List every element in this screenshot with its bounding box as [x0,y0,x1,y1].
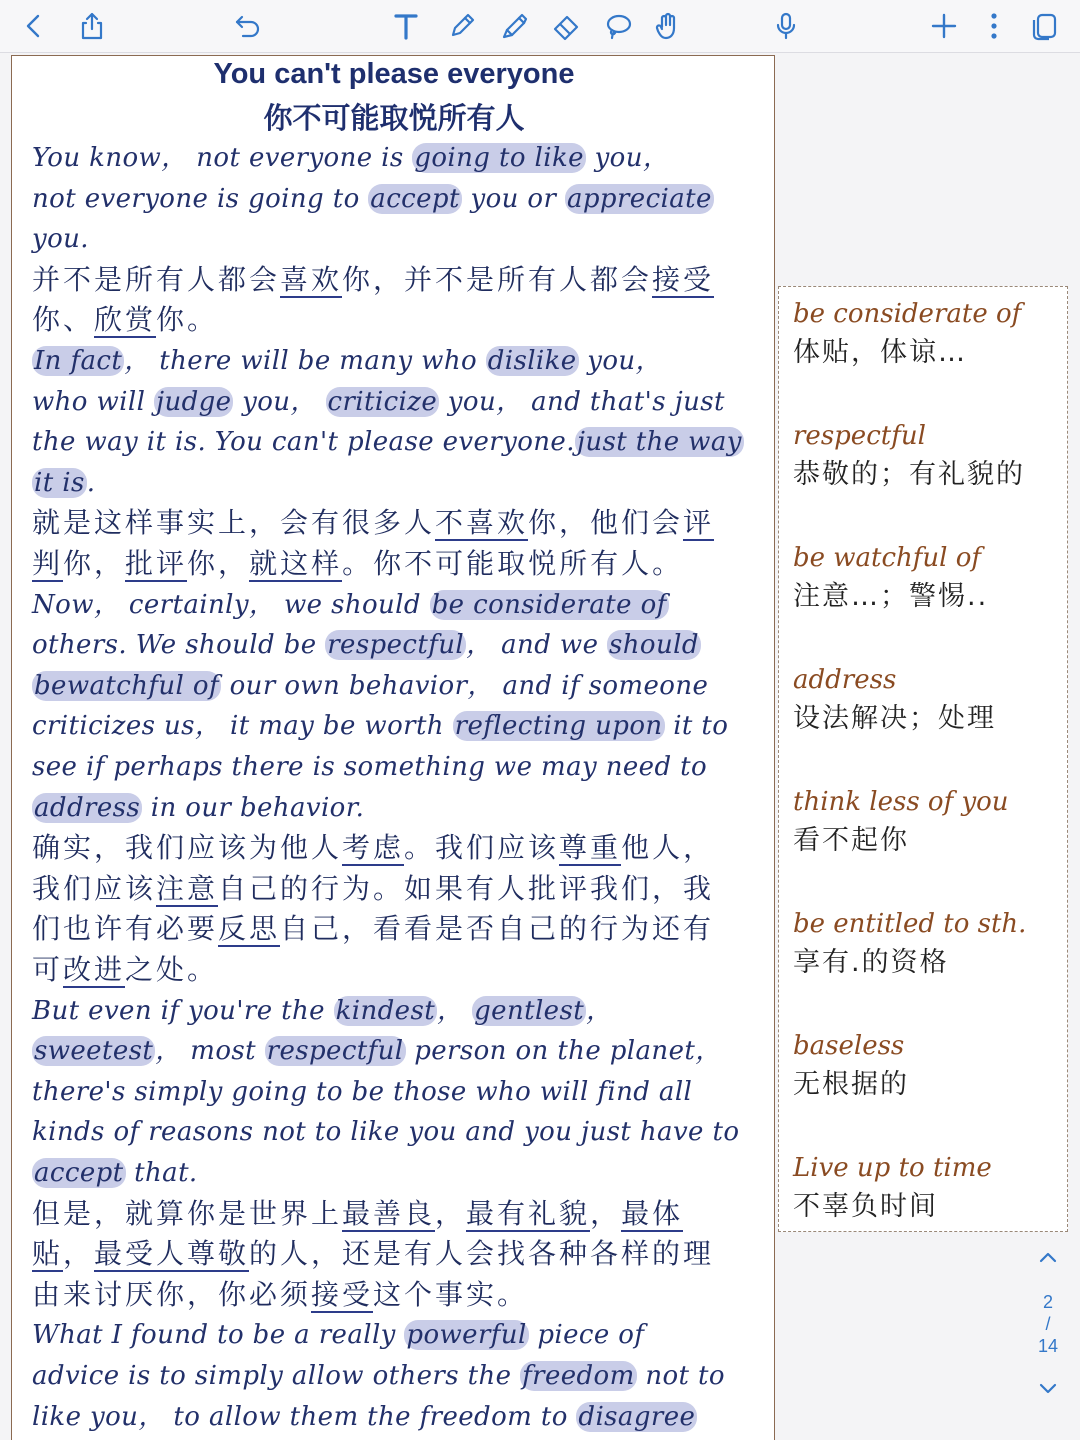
chinese-text-line [32,544,683,584]
text-run: there's simply going to be those who will find all [32,1076,693,1107]
vocab-term: be entitled to sth. [793,909,1027,939]
vocabulary-panel[interactable] [778,286,1068,1232]
vocab-term: baseless [793,1031,905,1061]
text-run: ， [63,1237,95,1271]
english-text-line [32,1072,692,1112]
text-run: 你， [187,547,250,580]
chinese-text-line [32,260,714,300]
page-separator: / [1045,1314,1051,1334]
highlighted-phrase: should [609,630,699,661]
text-run: see if perhaps there is something we may need to [32,752,708,782]
text-run: who will [32,386,154,417]
text-run: 。我们应该 [404,831,560,865]
chevron-up-icon[interactable] [1036,1246,1060,1270]
vocab-item [793,783,1063,861]
share-icon[interactable] [72,6,112,46]
text-run: like you， to allow them the freedom to [32,1401,577,1432]
underlined-phrase: 评 [683,506,715,540]
text-run: person on the planet， [405,1036,722,1067]
text-run: others. We should be [32,630,326,661]
english-text-line [32,1153,198,1193]
english-text-line [32,747,707,787]
english-text-line [32,1397,697,1437]
pages-icon[interactable] [1024,6,1064,46]
current-page: 2 [1042,1292,1053,1312]
total-pages: 14 [1037,1336,1059,1356]
text-run: you or [461,183,565,214]
chinese-text-line [32,869,714,909]
english-text-line [32,341,662,381]
underlined-phrase: 不喜欢 [435,506,529,540]
vocab-item [793,1027,1063,1105]
text-run: 并不是所有人都会 [32,262,281,296]
english-text-line [32,585,669,625]
text-run: 他人， [621,831,715,865]
highlighted-phrase: respectful [327,630,465,661]
vocab-item [793,905,1063,983]
vocab-item [793,539,1063,617]
page-title-chinese: 你不可能取悦所有人 [263,101,525,135]
english-text-line [32,138,669,178]
english-text-line [32,706,728,746]
hand-tool-icon[interactable] [648,6,688,46]
text-run: 你，他们会 [528,506,684,540]
vocab-term: Live up to time [793,1153,992,1183]
highlighted-phrase: gentlest [474,995,585,1026]
vocab-meaning: 享有.的资格 [793,947,949,978]
vocab-meaning: 注意…；警惕.. [793,581,989,612]
text-run: 自己，看看是否自己的行为还有 [280,912,715,946]
highlighted-phrase: dislike [487,346,577,376]
text-run: . [86,467,96,498]
highlighted-phrase: be considerate of [431,589,667,620]
underlined-phrase: 判 [32,547,64,580]
text-run: 但是，就算你是世界上 [32,1196,343,1230]
text-run: 可 [32,953,64,986]
more-icon[interactable] [974,6,1014,46]
highlighted-phrase: it is [34,467,85,498]
text-run: you， [578,346,662,376]
text-run: 这个事实。 [373,1277,529,1311]
chinese-text-line [32,503,714,543]
text-run: 你。 [156,303,219,337]
underlined-phrase: 考虑 [342,831,405,865]
underlined-phrase: 反思 [218,912,281,946]
vocab-term: address [793,665,897,695]
underlined-phrase: 注意 [156,871,219,905]
underlined-phrase: 最善良 [342,1196,436,1230]
highlighted-phrase: disagree [578,1401,696,1432]
underlined-phrase: 最受人尊敬 [94,1237,250,1271]
highlighted-phrase: reflecting upon [454,711,663,742]
chinese-text-line [32,1194,683,1234]
text-run: What I found to be a really [32,1320,405,1351]
chinese-text-line [32,950,218,990]
text-run: ， [435,1196,467,1230]
chinese-text-line [32,1234,714,1274]
vocab-meaning: 不辜负时间 [793,1191,938,1222]
undo-icon[interactable] [228,6,268,46]
add-icon[interactable] [924,6,964,46]
text-run: But even if you're the [32,995,334,1026]
underlined-phrase: 改进 [63,953,126,986]
english-text-line [32,1315,644,1355]
vocab-meaning: 体贴，体谅… [793,337,967,368]
vocab-meaning: 恭敬的；有礼貌的 [793,459,1025,490]
underlined-phrase: 欣赏 [94,303,157,337]
underlined-phrase: 最体 [621,1196,684,1230]
highlighted-phrase: appreciate [566,183,712,214]
back-chevron-icon[interactable] [14,6,54,46]
english-text-line [32,1031,722,1071]
text-run: criticizes us， it may be worth [32,711,453,742]
underlined-phrase: 贴 [32,1237,64,1271]
highlighted-phrase: In fact [34,346,123,376]
text-run: the way it is. You can't please everyone. [32,427,575,458]
text-run: Now， certainly， we should [32,589,430,620]
english-text-line [32,382,725,422]
text-run: 确实，我们应该为他人 [32,831,343,865]
english-text-line [32,463,95,503]
text-run: in our behavior. [142,792,365,823]
highlighted-phrase: just the way [576,427,742,458]
chevron-down-icon[interactable] [1036,1376,1060,1400]
highlighted-phrase: accept [370,183,460,214]
underlined-phrase: 就这样 [249,547,343,580]
highlighted-phrase: kindest [335,995,436,1026]
text-run: ， and we [466,630,608,661]
english-text-line [32,1112,739,1152]
chinese-text-line [32,828,714,868]
vocab-term: respectful [793,421,926,451]
text-run: 由来讨厌你，你必须 [32,1277,312,1311]
underlined-phrase: 接受 [652,262,715,296]
text-run: you， and that's just [439,386,725,417]
highlighted-phrase: criticize [327,386,438,417]
text-run: ， [586,995,613,1026]
microphone-icon[interactable] [766,6,806,46]
text-run: 你， [63,547,126,580]
english-text-line [32,788,364,828]
vocab-term: think less of you [793,787,1009,817]
vocab-meaning: 设法解决；处理 [793,703,996,734]
underlined-phrase: 最有礼貌 [466,1196,591,1230]
text-run: it to [664,711,729,742]
text-run: You know， not everyone is [32,143,413,173]
text-run: 我们应该 [32,871,157,905]
vocab-item [793,1149,1063,1227]
notes-page[interactable] [11,55,775,1440]
text-run: 之处。 [125,953,219,986]
english-text-line [32,625,701,665]
text-run: 的人，还是有人会找各种各样的理 [249,1237,715,1271]
text-run: 自己的行为。如果有人批评我们，我 [218,871,715,905]
text-run: 们也许有必要 [32,912,219,946]
underlined-phrase: 喜欢 [280,262,343,296]
text-run: you. [32,224,89,255]
english-text-line [32,179,714,219]
top-toolbar [0,0,1080,53]
text-run: 就是这样事实上，会有很多人 [32,506,436,540]
text-run: 。你不可能取悦所有人。 [342,547,684,580]
english-text-line [32,991,612,1031]
highlighted-phrase: going to like [414,143,584,173]
text-run: that. [125,1158,198,1188]
highlighted-phrase: address [34,792,141,823]
lasso-icon[interactable] [598,6,638,46]
chinese-text-line [32,1275,528,1315]
page-navigator [1028,1244,1068,1404]
english-text-line [32,666,708,706]
text-run: ， [437,995,473,1026]
english-text-line [32,422,744,462]
english-text-line [32,219,89,259]
text-run: kinds of reasons not to like you and you just have to [32,1117,740,1148]
vocab-term: be watchful of [793,543,982,573]
text-run: piece of [528,1320,645,1351]
text-run: ， there will be many who [124,346,486,376]
underlined-phrase: 批评 [125,547,188,580]
highlighted-phrase: powerful [406,1320,527,1351]
highlighted-phrase: freedom [522,1361,635,1391]
chinese-text-line [32,300,218,340]
highlighted-phrase: sweetest [34,1036,154,1067]
text-run: ， most [155,1036,265,1067]
underlined-phrase: 接受 [311,1277,374,1311]
text-run: 你，并不是所有人都会 [342,262,653,296]
highlighted-phrase: accept [34,1158,124,1188]
vocab-item [793,295,1063,373]
text-run: advice is to simply allow others the [32,1361,521,1391]
text-run: you， [233,386,326,417]
chinese-text-line [32,909,714,949]
highlighter-icon[interactable] [494,6,534,46]
vocab-item [793,661,1063,739]
page-title-english: You can't please everyone [213,58,575,90]
text-run: not everyone is going to [32,183,369,214]
underlined-phrase: 尊重 [559,831,622,865]
eraser-icon[interactable] [546,6,586,46]
vocab-meaning: 无根据的 [793,1069,909,1100]
highlighted-phrase: bewatchful of [34,670,219,701]
highlighted-phrase: judge [155,386,232,417]
vocab-meaning: 看不起你 [793,825,909,856]
text-run: not to [636,1361,725,1391]
text-run: our own behavior， and if someone [220,670,709,701]
vocab-item [793,417,1063,495]
vocab-term: be considerate of [793,299,1022,329]
text-run: you， [585,143,670,173]
text-run: ， [590,1196,622,1230]
english-text-line [32,1356,725,1396]
highlighted-phrase: respectful [266,1036,404,1067]
text-tool-icon[interactable] [386,6,426,46]
pen-icon[interactable] [442,6,482,46]
text-run: 你、 [32,303,95,337]
